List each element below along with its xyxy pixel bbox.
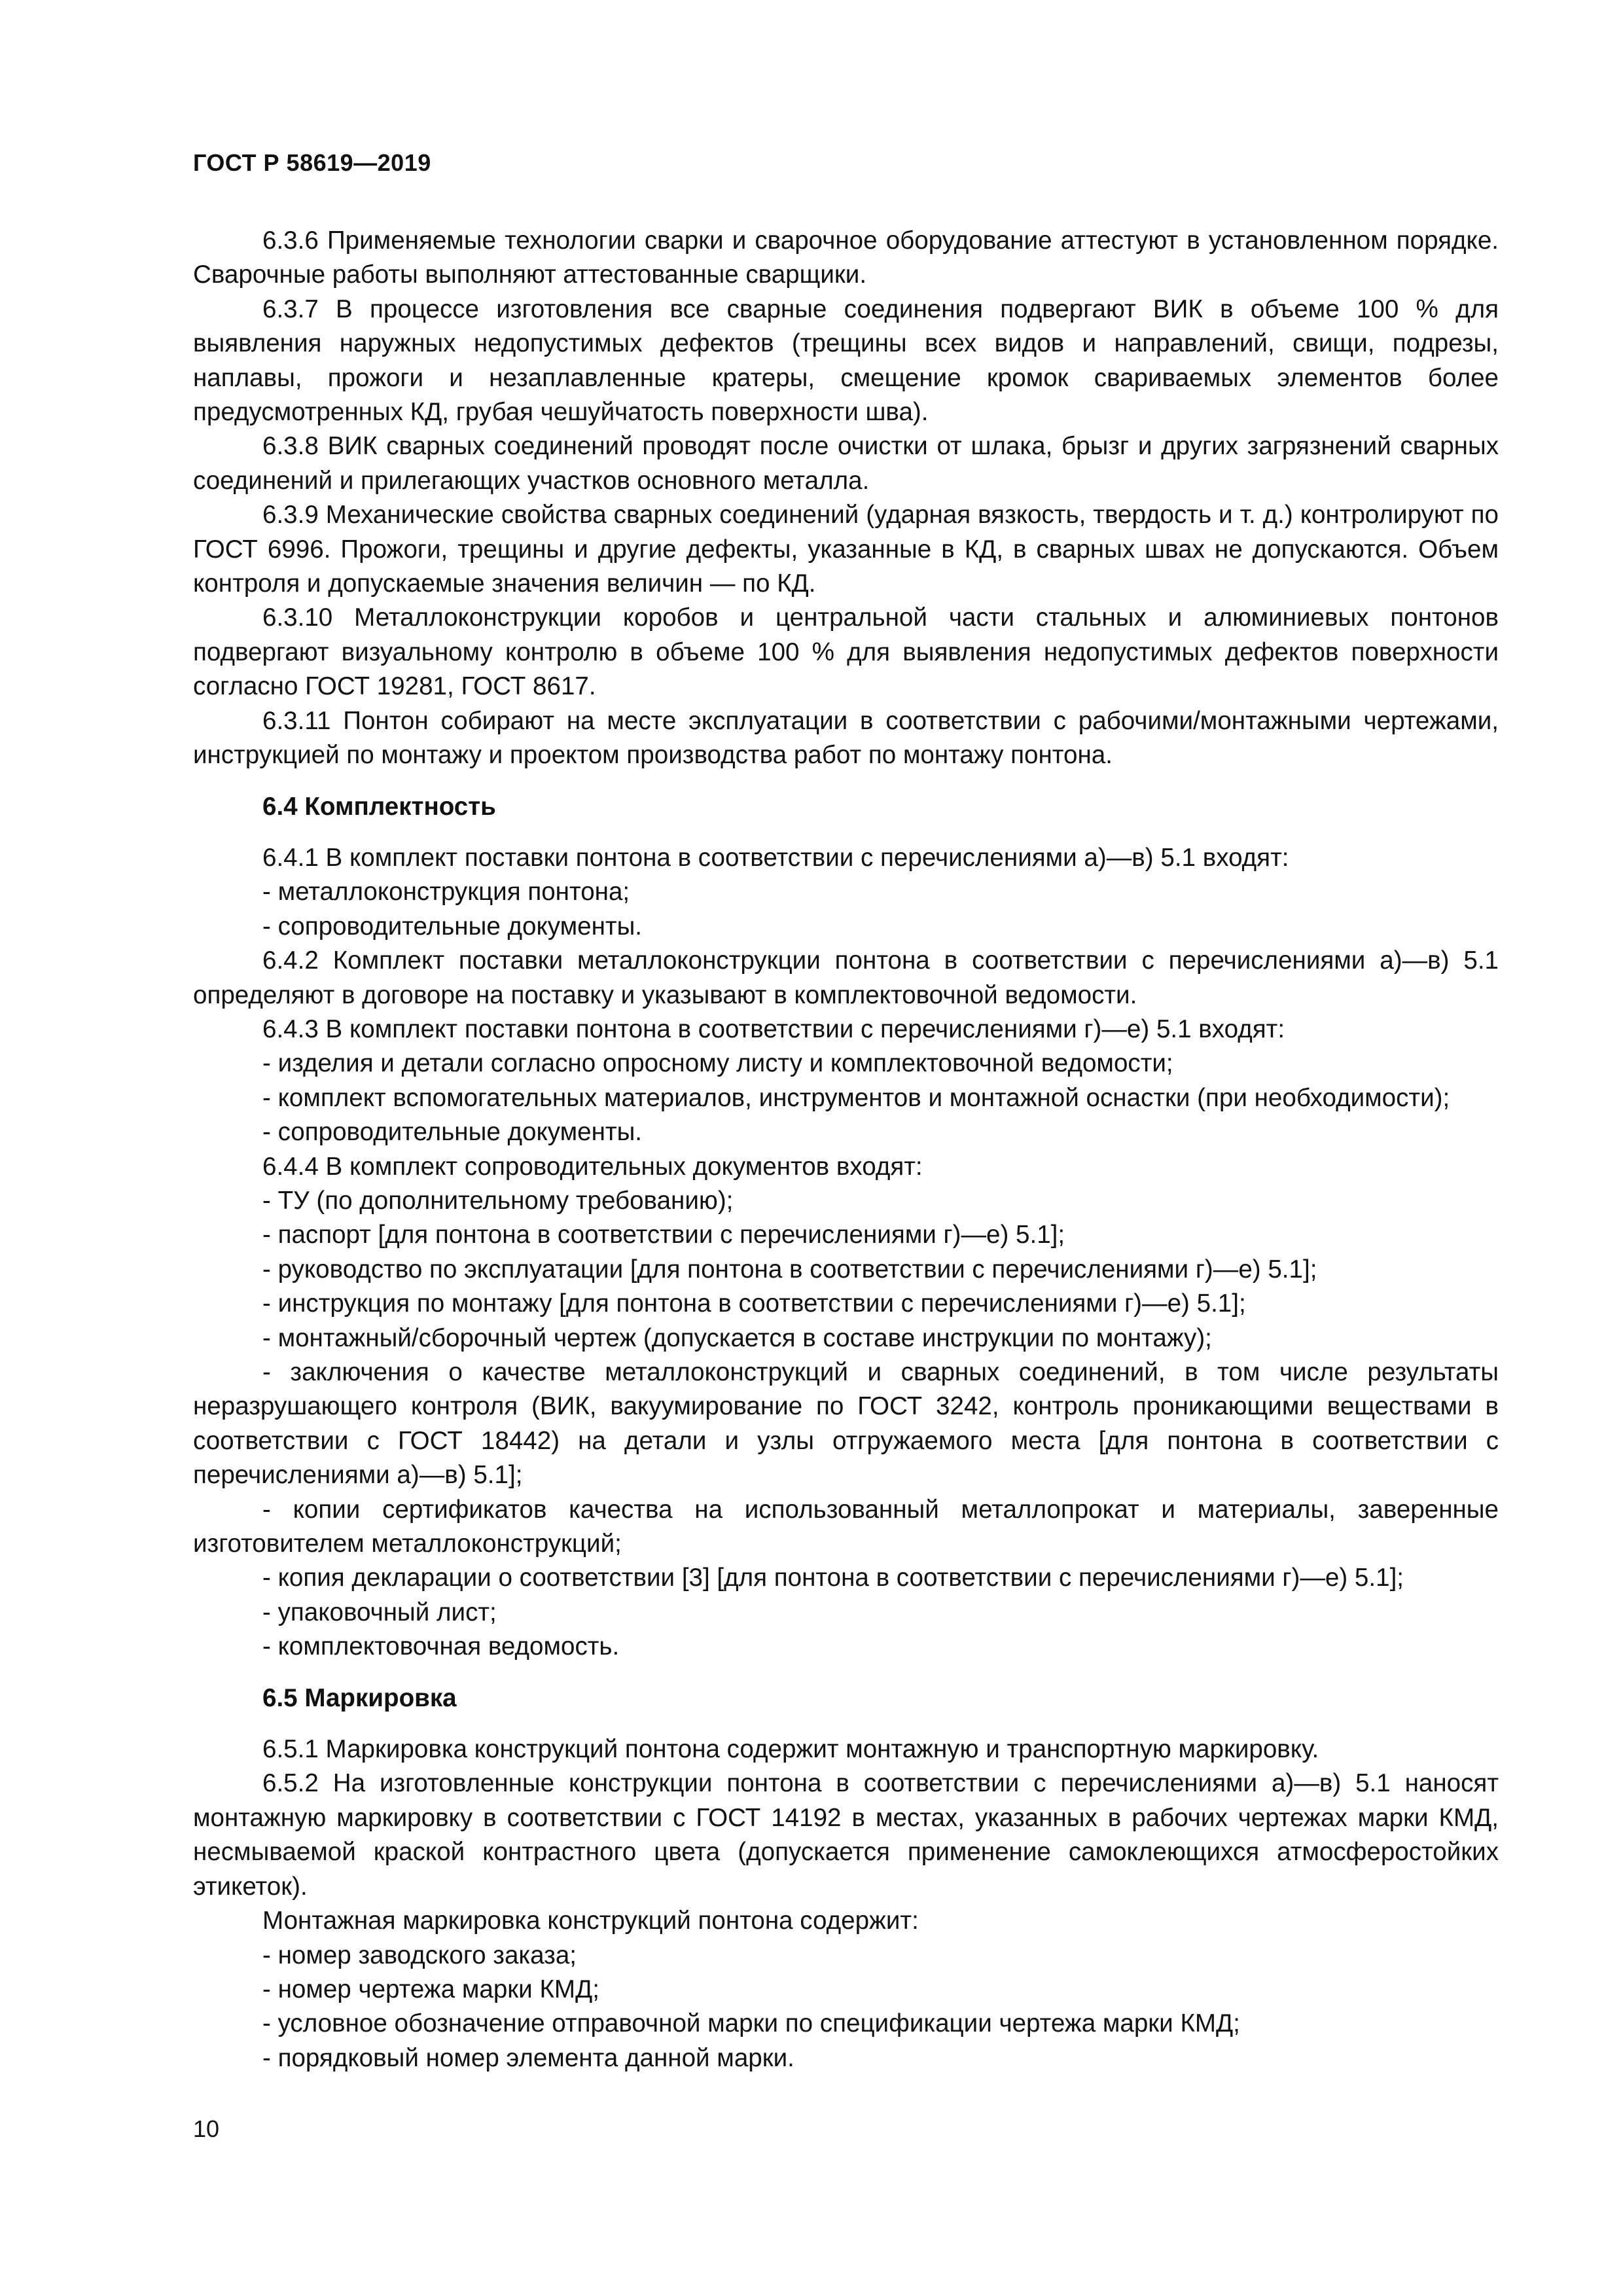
paragraph-6-4-4: 6.4.4 В комплект сопроводительных документов входят: (262, 1152, 923, 1181)
paragraph-6-5-1: 6.5.1 Маркировка конструкций понтона содержит монтажную и транспортную маркировку. (262, 1735, 1319, 1764)
paragraph-6-5-2: 6.5.2 На изготовленные конструкции понтона в соответствии с перечислениями а)—в) 5.1 наносят монтажную маркировку в соответствии с ГОСТ 14192 в местах, указанных в рабочих чертежах марки КМД, несмываемой краской контрастного цвета (допускается применение самоклеющихся атмосферостойких этикеток). (193, 1769, 1499, 1901)
list-item: - номер чертежа марки КМД; (262, 1975, 599, 2003)
list-item: - заключения о качестве металлоконструкций и сварных соединений, в том числе результаты неразрушающего контроля (ВИК, вакуумирование по ГОСТ 3242, контроль проникающими веществами в соответствии с ГОСТ 18442) на детали и узлы отгружаемого места [для понтона в соответствии с перечислениями а)—в) 5.1]; (193, 1358, 1499, 1490)
page-number: 10 (193, 2115, 220, 2142)
paragraph-6-4-2: 6.4.2 Комплект поставки металлоконструкции понтона в соответствии с перечислениями а)—в) 5.1 определяют в договоре на поставку и указывают в комплектовочной ведомости. (193, 946, 1499, 1009)
paragraph-6-3-11: 6.3.11 Понтон собирают на месте эксплуатации в соответствии с рабочими/монтажными чертежами, инструкцией по монтажу и проектом производства работ по монтажу понтона. (193, 706, 1499, 770)
paragraph-mounting-marking: Монтажная маркировка конструкций понтона содержит: (262, 1907, 919, 1935)
list-item: - инструкция по монтажу [для понтона в соответствии с перечислениями г)—е) 5.1]; (262, 1289, 1246, 1318)
section-heading-6-5: 6.5 Маркировка (262, 1683, 457, 1712)
list-item: - условное обозначение отправочной марки по спецификации чертежа марки КМД; (262, 2009, 1240, 2038)
paragraph-6-4-1: 6.4.1 В комплект поставки понтона в соответствии с перечислениями а)—в) 5.1 входят: (262, 843, 1289, 872)
list-item: - металлоконструкция понтона; (262, 878, 630, 906)
paragraph-6-3-6: 6.3.6 Применяемые технологии сварки и сварочное оборудование аттестуют в установленном порядке. Сварочные работы выполняют аттестованные сварщики. (193, 226, 1499, 289)
list-item: - комплектовочная ведомость. (262, 1632, 620, 1661)
list-item: - руководство по эксплуатации [для понтона в соответствии с перечислениями г)—е) 5.1]; (262, 1255, 1317, 1283)
paragraph-6-4-3: 6.4.3 В комплект поставки понтона в соответствии с перечислениями г)—е) 5.1 входят: (262, 1014, 1285, 1043)
paragraph-6-3-9: 6.3.9 Механические свойства сварных соединений (ударная вязкость, твердость и т. д.) контролируют по ГОСТ 6996. Прожоги, трещины и другие дефекты, указанные в КД, в сварных швах не допускаются. Объем контроля и допускаемые значения величин — по КД. (193, 501, 1499, 598)
paragraph-6-3-10: 6.3.10 Металлоконструкции коробов и центральной части стальных и алюминиевых понтонов подвергают визуальному контролю в объеме 100 % для выявления недопустимых дефектов поверхности согласно ГОСТ 19281, ГОСТ 8617. (193, 603, 1499, 701)
paragraph-6-3-8: 6.3.8 ВИК сварных соединений проводят после очистки от шлака, брызг и других загрязнений сварных соединений и прилегающих участков основного металла. (193, 432, 1499, 495)
paragraph-6-3-7: 6.3.7 В процессе изготовления все сварные соединения подвергают ВИК в объеме 100 % для выявления наружных недопустимых дефектов (трещины всех видов и направлений, свищи, подрезы, наплавы, прожоги и незаплавленные кратеры, смещение кромок свариваемых элементов более предусмотренных КД, грубая чешуйчатость поверхности шва). (193, 295, 1499, 427)
section-heading-6-4: 6.4 Комплектность (262, 792, 496, 821)
list-item: - изделия и детали согласно опросному листу и комплектовочной ведомости; (262, 1049, 1173, 1078)
list-item: - копии сертификатов качества на использованный металлопрокат и материалы, заверенные изготовителем металлоконструкций; (193, 1495, 1499, 1558)
list-item: - ТУ (по дополнительному требованию); (262, 1186, 734, 1215)
document-body (193, 224, 1499, 2075)
list-item: - монтажный/сборочный чертеж (допускается в составе инструкции по монтажу); (262, 1323, 1212, 1352)
document-header: ГОСТ Р 58619—2019 (193, 149, 431, 176)
list-item: - комплект вспомогательных материалов, инструментов и монтажной оснастки (при необходимости); (262, 1083, 1450, 1112)
list-item: - номер заводского заказа; (262, 1941, 577, 1969)
list-item: - упаковочный лист; (262, 1598, 497, 1626)
list-item: - паспорт [для понтона в соответствии с перечислениями г)—е) 5.1]; (262, 1221, 1065, 1249)
list-item: - сопроводительные документы. (262, 1118, 643, 1147)
list-item: - сопроводительные документы. (262, 912, 643, 941)
list-item: - порядковый номер элемента данной марки. (262, 2043, 794, 2072)
list-item: - копия декларации о соответствии [3] [для понтона в соответствии с перечислениями г)—е) 5.1]; (262, 1564, 1404, 1592)
